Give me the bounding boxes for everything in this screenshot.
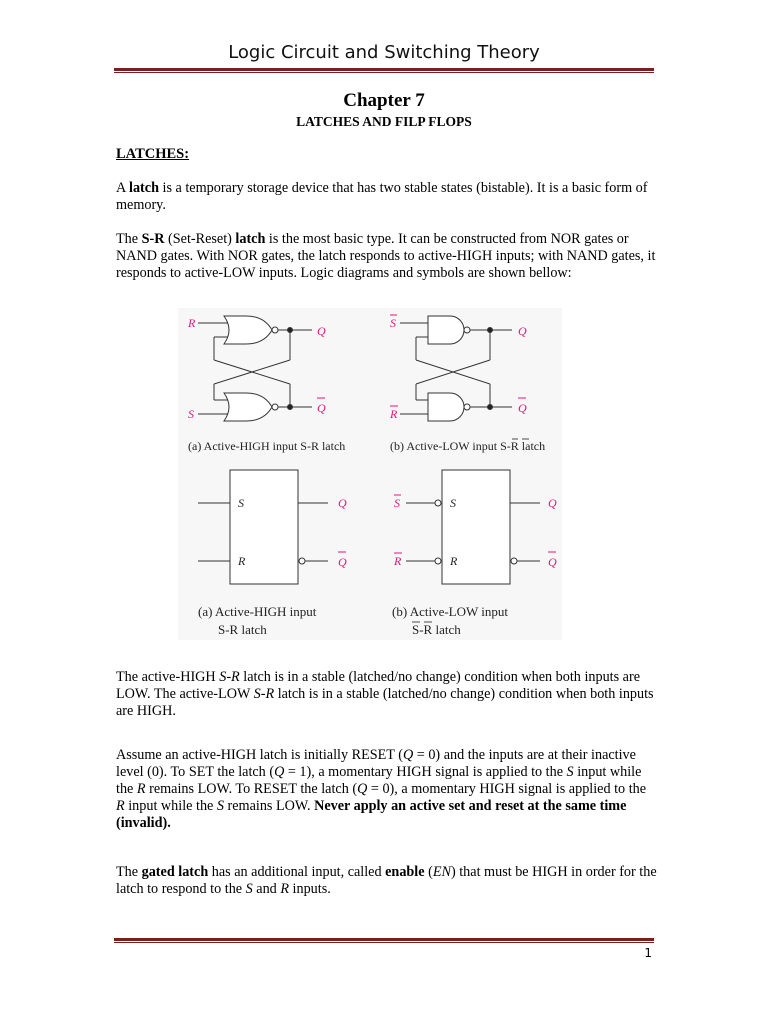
nor-r-label: R [188, 316, 196, 330]
nand-sbar-label: S [390, 316, 396, 330]
footer-rule [114, 938, 654, 943]
paragraph-latch-definition: A latch is a temporary storage device that has two stable states (bistable). It is a basic form of memory. [116, 180, 648, 213]
paragraph-set-reset: Assume an active-HIGH latch is initially RESET (Q = 0) and the inputs are at their inactive level (0). To SET the latch (Q = 1), a momentary HIGH signal is applied to the S input while the R remains LOW. To RESET the latch (Q = 0), a momentary HIGH signal is applied to the R input while the S remains LOW. Never apply an active set and reset at the same time (invalid). [116, 747, 647, 831]
nand-q-label: Q [518, 324, 527, 338]
symbol-caption-a-line2: S-R latch [218, 622, 267, 637]
nor-s-label: S [188, 407, 194, 421]
nand-qbar-label: Q [518, 401, 527, 415]
header-rule [114, 68, 654, 73]
gate-caption-b: (b) Active-LOW input S-R latch [390, 439, 546, 453]
chapter-subtitle: LATCHES AND FILP FLOPS [296, 114, 472, 129]
latch-diagrams-figure [178, 308, 562, 640]
page-number: 1 [644, 946, 652, 960]
nor-q-label: Q [317, 324, 326, 338]
symbol-a-qbar: Q [338, 555, 347, 569]
symbol-b-q: Q [548, 496, 557, 510]
section-heading: LATCHES: [116, 146, 190, 162]
gate-caption-a: (a) Active-HIGH input S-R latch [188, 439, 346, 453]
symbol-caption-b-line2: S-R latch [412, 622, 461, 637]
symbol-b-rbar: R [394, 554, 402, 568]
paragraph-stable-condition: The active-HIGH S-R latch is in a stable (latched/no change) condition when both inputs are LOW. The active-LOW S-R latch is in a stable (latched/no change) condition when both inputs are HIGH. [116, 669, 654, 719]
symbol-b-sbar: S [394, 496, 400, 510]
paragraph-sr-latch: The S-R (Set-Reset) latch is the most basic type. It can be constructed from NOR gates or NAND gates. With NOR gates, the latch responds to active-HIGH inputs; with NAND gates, it responds to active-LOW inputs. Logic diagrams and symbols are shown bellow: [116, 231, 656, 281]
paragraph-gated-latch: The gated latch has an additional input, called enable (EN) that must be HIGH in order for the latch to respond to the S and R inputs. [116, 864, 657, 897]
symbol-b-s: S [450, 496, 456, 510]
symbol-caption-b-line1: (b) Active-LOW input [392, 604, 509, 619]
nor-qbar-label: Q [317, 401, 326, 415]
symbol-a-q: Q [338, 496, 347, 510]
symbol-b-r: R [450, 554, 458, 568]
latch-diagrams-svg [178, 308, 562, 640]
chapter-title: Chapter 7 [343, 90, 425, 111]
symbol-caption-a-line1: (a) Active-HIGH input [198, 604, 317, 619]
symbol-b-qbar: Q [548, 555, 557, 569]
nand-rbar-label: R [390, 407, 398, 421]
symbol-a-s: S [238, 496, 244, 510]
running-header: Logic Circuit and Switching Theory [228, 42, 540, 63]
symbol-a-r: R [238, 554, 246, 568]
